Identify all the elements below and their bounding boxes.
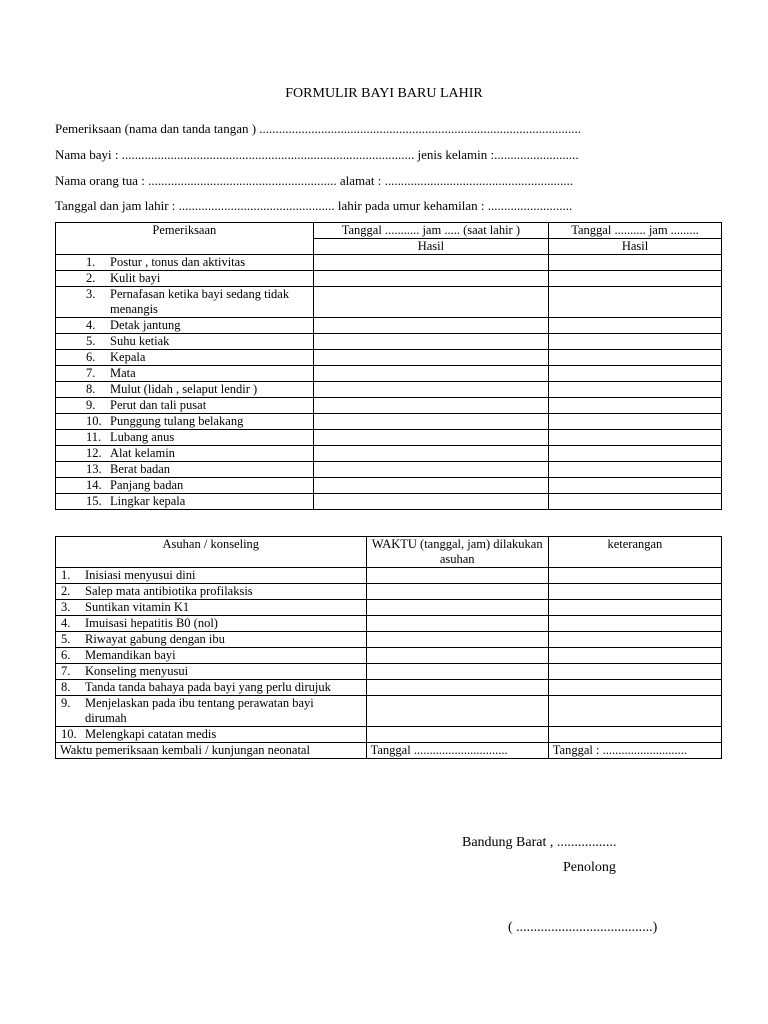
row-label-cell [56, 648, 367, 664]
result-cell-2[interactable] [549, 430, 722, 446]
result-cell-1[interactable] [313, 398, 548, 414]
result-cell-2[interactable] [548, 568, 721, 584]
table-row [56, 350, 722, 366]
row-label: Detak jantung [110, 318, 181, 332]
table-row [56, 600, 722, 616]
footer-revisit-date-1[interactable]: Tanggal .............................. [366, 743, 548, 759]
row-label: Lingkar kepala [110, 494, 186, 508]
row-label: Postur , tonus dan aktivitas [110, 255, 246, 269]
header-pemeriksaan: Pemeriksaan [56, 223, 314, 255]
result-cell-2[interactable] [548, 727, 721, 743]
birth-line [55, 198, 572, 214]
gestational-age-field[interactable]: lahir pada umur kehamilan : .......................... [337, 198, 573, 213]
form-title: FORMULIR BAYI BARU LAHIR [285, 86, 483, 101]
table-row [56, 430, 722, 446]
result-cell-1[interactable] [366, 632, 548, 648]
row-number: 2. [61, 584, 71, 598]
row-label-cell [56, 430, 314, 446]
result-cell-1[interactable] [313, 350, 548, 366]
row-number: 1. [86, 255, 96, 269]
result-cell-1[interactable] [313, 318, 548, 334]
row-label-cell [56, 568, 367, 584]
row-label: Tanda tanda bahaya pada bayi yang perlu dirujuk [85, 680, 331, 694]
address-field[interactable]: alamat : .......................................................... [339, 173, 574, 188]
row-label-cell [56, 414, 314, 430]
result-cell-2[interactable] [549, 334, 722, 350]
header-waktu: WAKTU (tanggal, jam) dilakukan asuhan [366, 537, 548, 568]
row-number: 14. [86, 478, 102, 492]
table-row [56, 271, 722, 287]
row-label-cell [56, 632, 367, 648]
row-number: 3. [86, 287, 96, 301]
row-label-cell [56, 287, 314, 318]
row-label: Konseling menyusui [85, 664, 189, 678]
result-cell-2[interactable] [549, 350, 722, 366]
signature-role: Penolong [563, 860, 616, 875]
row-label: Imuisasi hepatitis B0 (nol) [85, 616, 218, 630]
table-row [56, 255, 722, 271]
table-row [56, 398, 722, 414]
row-number: 6. [86, 350, 96, 364]
row-label: Pernafasan ketika bayi sedang tidak menangis [110, 287, 290, 316]
row-label-cell [56, 727, 367, 743]
table-row [56, 318, 722, 334]
row-number: 11. [86, 430, 102, 444]
result-cell-1[interactable] [313, 414, 548, 430]
row-label: Riwayat gabung dengan ibu [85, 632, 225, 646]
result-cell-1[interactable] [313, 255, 548, 271]
row-number: 4. [61, 616, 71, 630]
row-number: 8. [61, 680, 71, 694]
row-label: Menjelaskan pada ibu tentang perawatan bayi dirumah [85, 696, 314, 725]
row-number: 12. [86, 446, 102, 460]
table-row [56, 414, 722, 430]
result-cell-1[interactable] [313, 366, 548, 382]
header-date-followup: Tanggal .......... jam ......... [549, 223, 722, 239]
result-cell-2[interactable] [548, 616, 721, 632]
result-cell-2[interactable] [548, 680, 721, 696]
header-asuhan: Asuhan / konseling [56, 537, 367, 568]
row-label: Perut dan tali pusat [110, 398, 207, 412]
result-cell-1[interactable] [313, 382, 548, 398]
result-cell-1[interactable] [366, 664, 548, 680]
header-date-birth: Tanggal ........... jam ..... (saat lahir ) [313, 223, 548, 239]
result-cell-2[interactable] [548, 648, 721, 664]
row-number: 13. [86, 462, 102, 476]
gender-field[interactable]: jenis kelamin :.......................... [417, 147, 579, 162]
row-label: Salep mata antibiotika profilaksis [85, 584, 253, 598]
footer-revisit-label: Waktu pemeriksaan kembali / kunjungan neonatal [56, 743, 367, 759]
row-number: 5. [61, 632, 71, 646]
result-cell-2[interactable] [548, 632, 721, 648]
row-number: 9. [86, 398, 96, 412]
table-row [56, 584, 722, 600]
result-cell-1[interactable] [313, 462, 548, 478]
row-label-cell [56, 478, 314, 494]
birth-datetime-field[interactable]: Tanggal dan jam lahir : ................................................ [55, 198, 335, 213]
result-cell-2[interactable] [549, 366, 722, 382]
row-label: Berat badan [110, 462, 171, 476]
table-row [56, 568, 722, 584]
row-label: Panjang badan [110, 478, 184, 492]
table-row [56, 616, 722, 632]
table-row [56, 664, 722, 680]
result-cell-1[interactable] [366, 616, 548, 632]
row-number: 10. [61, 727, 77, 741]
row-label: Mulut (lidah , selaput lendir ) [110, 382, 258, 396]
result-cell-2[interactable] [548, 600, 721, 616]
table-row [56, 727, 722, 743]
row-number: 15. [86, 494, 102, 508]
result-cell-2[interactable] [548, 696, 721, 727]
row-label: Punggung tulang belakang [110, 414, 244, 428]
header-hasil-2: Hasil [549, 239, 722, 255]
signature-place[interactable]: Bandung Barat , ................. [462, 835, 617, 850]
examination-table [55, 222, 722, 510]
table-row [56, 366, 722, 382]
row-label-cell [56, 616, 367, 632]
result-cell-1[interactable] [366, 568, 548, 584]
row-label: Suhu ketiak [110, 334, 170, 348]
row-number: 4. [86, 318, 96, 332]
row-number: 1. [61, 568, 71, 582]
row-label-cell [56, 318, 314, 334]
row-label-cell [56, 382, 314, 398]
row-label-cell [56, 334, 314, 350]
result-cell-1[interactable] [313, 271, 548, 287]
footer-revisit-date-2[interactable]: Tanggal : ........................... [548, 743, 721, 759]
row-label-cell [56, 664, 367, 680]
table-row [56, 287, 722, 318]
row-label: Suntikan vitamin K1 [85, 600, 190, 614]
row-label-cell [56, 584, 367, 600]
result-cell-2[interactable] [549, 462, 722, 478]
result-cell-2[interactable] [548, 584, 721, 600]
row-label-cell [56, 680, 367, 696]
baby-name-field[interactable]: Nama bayi : .......................................................................................... [55, 147, 415, 162]
result-cell-1[interactable] [313, 494, 548, 510]
table-row [56, 462, 722, 478]
row-label-cell [56, 600, 367, 616]
table-row [56, 334, 722, 350]
row-label: Melengkapi catatan medis [85, 727, 217, 741]
row-label-cell [56, 494, 314, 510]
result-cell-1[interactable] [366, 680, 548, 696]
table-row [56, 494, 722, 510]
row-label: Lubang anus [110, 430, 175, 444]
row-number: 3. [61, 600, 71, 614]
result-cell-1[interactable] [313, 478, 548, 494]
care-table [55, 536, 722, 759]
result-cell-1[interactable] [313, 430, 548, 446]
result-cell-2[interactable] [548, 664, 721, 680]
table-row [56, 632, 722, 648]
result-cell-1[interactable] [313, 446, 548, 462]
row-label: Mata [110, 366, 136, 380]
row-number: 6. [61, 648, 71, 662]
row-label-cell [56, 350, 314, 366]
row-label-cell [56, 696, 367, 727]
header-hasil-1: Hasil [313, 239, 548, 255]
row-label-cell [56, 366, 314, 382]
row-number: 7. [61, 664, 71, 678]
row-label: Kepala [110, 350, 146, 364]
row-number: 8. [86, 382, 96, 396]
result-cell-2[interactable] [549, 414, 722, 430]
signature-name-field[interactable]: ( .......................................) [508, 920, 658, 935]
row-label-cell [56, 446, 314, 462]
result-cell-2[interactable] [549, 446, 722, 462]
result-cell-2[interactable] [549, 398, 722, 414]
result-cell-1[interactable] [366, 727, 548, 743]
result-cell-1[interactable] [366, 584, 548, 600]
result-cell-2[interactable] [549, 382, 722, 398]
row-label: Inisiasi menyusui dini [85, 568, 196, 582]
row-label-cell [56, 398, 314, 414]
parent-name-field[interactable]: Nama orang tua : .......................................................... [55, 173, 337, 188]
result-cell-1[interactable] [313, 334, 548, 350]
result-cell-2[interactable] [549, 478, 722, 494]
row-label: Kulit bayi [110, 271, 161, 285]
row-number: 10. [86, 414, 102, 428]
result-cell-2[interactable] [549, 318, 722, 334]
result-cell-1[interactable] [366, 696, 548, 727]
table-row [56, 680, 722, 696]
table-row [56, 446, 722, 462]
row-label-cell [56, 271, 314, 287]
row-label: Memandikan bayi [85, 648, 176, 662]
result-cell-2[interactable] [549, 271, 722, 287]
result-cell-1[interactable] [313, 287, 548, 318]
row-label-cell [56, 462, 314, 478]
row-number: 2. [86, 271, 96, 285]
result-cell-2[interactable] [549, 494, 722, 510]
table-row [56, 382, 722, 398]
row-label: Alat kelamin [110, 446, 175, 460]
table-row [56, 478, 722, 494]
result-cell-1[interactable] [366, 600, 548, 616]
table-row [56, 696, 722, 727]
row-number: 7. [86, 366, 96, 380]
examiner-field[interactable]: Pemeriksaan (nama dan tanda tangan ) ................................................................................................... [55, 121, 582, 136]
row-number: 9. [61, 696, 71, 710]
result-cell-2[interactable] [549, 255, 722, 271]
row-number: 5. [86, 334, 96, 348]
baby-name-line [55, 147, 579, 163]
result-cell-1[interactable] [366, 648, 548, 664]
table-row [56, 648, 722, 664]
header-keterangan: keterangan [548, 537, 721, 568]
result-cell-2[interactable] [549, 287, 722, 318]
parent-line [55, 173, 573, 189]
row-label-cell [56, 255, 314, 271]
